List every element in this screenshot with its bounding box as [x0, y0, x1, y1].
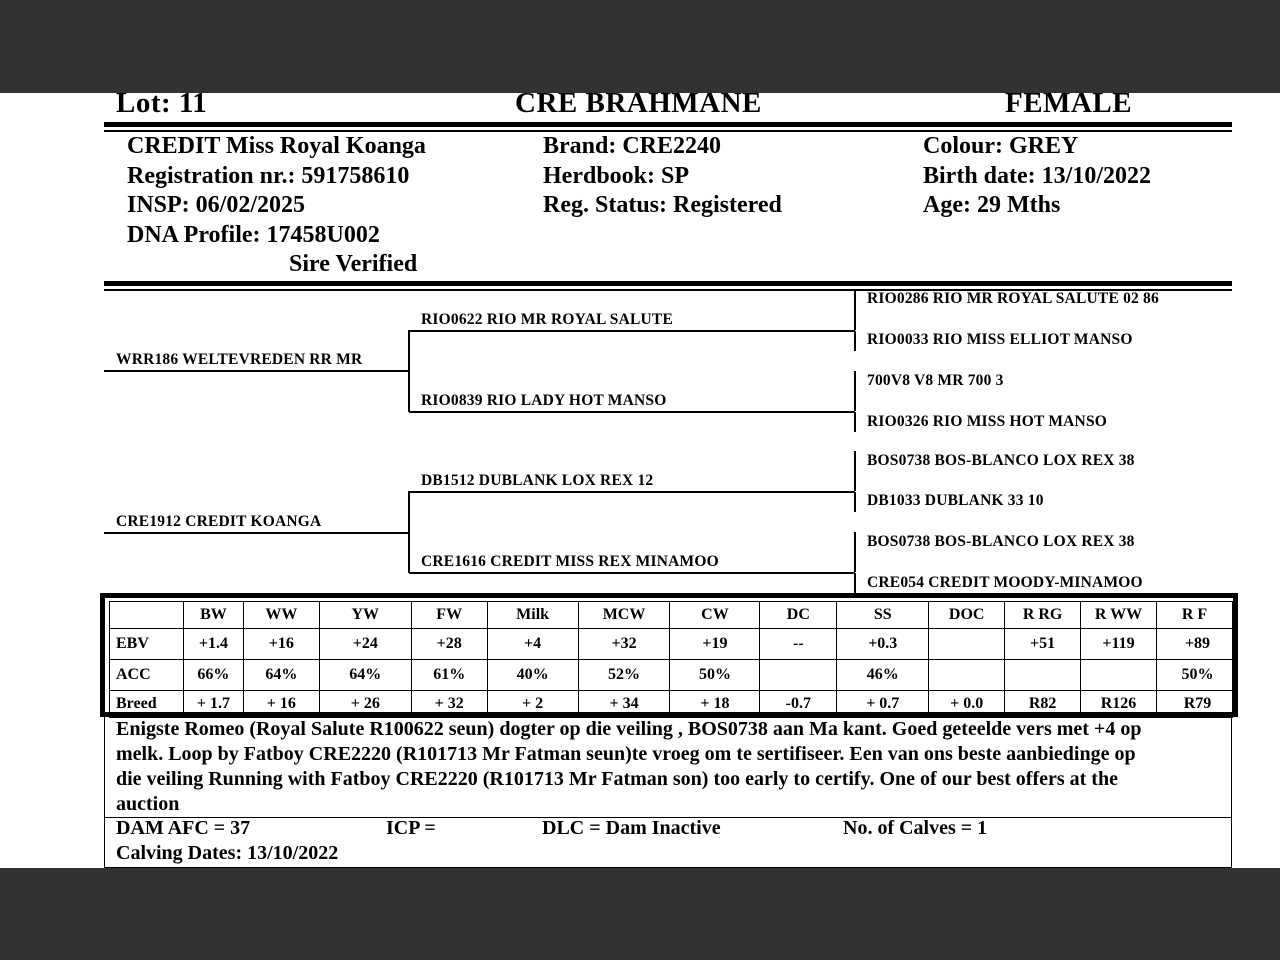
bracket-g3-1a — [854, 291, 856, 330]
sex-label: FEMALE — [1005, 93, 1133, 119]
acc-cell — [760, 660, 837, 691]
ebv-cell: +0.3 — [837, 629, 929, 660]
ebv-header-cell: R RG — [1005, 602, 1081, 629]
ggp-7: BOS0738 BOS-BLANCO LOX REX 38 — [867, 533, 1135, 550]
ebv-cell: +1.4 — [183, 629, 243, 660]
ebv-cell — [929, 629, 1005, 660]
breed-title: CRE BRAHMANE — [515, 93, 762, 119]
insp-date: INSP: 06/02/2025 — [127, 192, 306, 218]
number-of-calves: No. of Calves = 1 — [843, 817, 988, 839]
birth-date: Birth date: 13/10/2022 — [923, 162, 1151, 189]
sire-verified: Sire Verified — [289, 251, 418, 277]
acc-cell: 40% — [487, 660, 578, 691]
acc-cell: 66% — [183, 660, 243, 691]
age: Age: 29 Mths — [923, 192, 1061, 218]
breed-cell: + 32 — [411, 691, 487, 718]
acc-cell — [1005, 660, 1081, 691]
breed-cell: + 26 — [319, 691, 411, 718]
ebv-cell: +24 — [319, 629, 411, 660]
acc-cell: 50% — [670, 660, 760, 691]
acc-cell: 64% — [319, 660, 411, 691]
ebv-header-cell: FW — [411, 602, 487, 629]
bracket-sire — [408, 330, 410, 412]
header-rule-thick — [104, 122, 1232, 127]
ggp-4: RIO0326 RIO MISS HOT MANSO — [867, 413, 1108, 430]
ebv-header-cell: Milk — [487, 602, 578, 629]
sire: WRR186 WELTEVREDEN RR MR — [116, 351, 363, 368]
ebv-cell: +4 — [487, 629, 578, 660]
breed-cell: + 2 — [487, 691, 578, 718]
colour: Colour: GREY — [923, 133, 1079, 159]
ebv-cell: +119 — [1081, 629, 1157, 660]
registration-number: Registration nr.: 591758610 — [127, 162, 410, 189]
ebv-header-cell: R F — [1157, 602, 1233, 629]
ebv-header-cell: YW — [319, 602, 411, 629]
ggp-3: 700V8 V8 MR 700 3 — [867, 372, 1004, 389]
acc-cell: 50% — [1157, 660, 1233, 691]
acc-cell: 46% — [837, 660, 929, 691]
brand: Brand: CRE2240 — [543, 133, 722, 159]
ggp-5: BOS0738 BOS-BLANCO LOX REX 38 — [867, 452, 1135, 469]
lot-catalogue-page — [0, 93, 1280, 868]
breed-cell: + 0.0 — [929, 691, 1005, 718]
bracket-g3-1b — [854, 331, 856, 351]
dna-profile: DNA Profile: 17458U002 — [127, 221, 380, 248]
breed-row — [110, 691, 1233, 718]
sire-sire: RIO0622 RIO MR ROYAL SALUTE — [421, 311, 674, 328]
acc-row-label: ACC — [110, 660, 184, 691]
dam-sire-line — [409, 491, 855, 493]
breed-cell: R82 — [1005, 691, 1081, 718]
ebv-table-frame — [100, 593, 1238, 717]
animal-info-right — [923, 132, 1151, 221]
ebv-row — [110, 629, 1233, 660]
sire-dam: RIO0839 RIO LADY HOT MANSO — [421, 392, 667, 409]
bracket-dam — [408, 491, 410, 573]
ebv-row-label: EBV — [110, 629, 184, 660]
ebv-header-cell: BW — [183, 602, 243, 629]
bracket-g3-4b — [854, 573, 856, 593]
dam-dam-line — [409, 572, 855, 574]
dam-sire: DB1512 DUBLANK LOX REX 12 — [421, 472, 654, 489]
sire-line — [104, 370, 409, 372]
sire-dam-line — [409, 411, 855, 413]
comment-line: melk. Loop by Fatboy CRE2220 (R101713 Mr Fatman seun)te vroeg om te sertifiseer. Een van ons beste aanbiedinge op — [116, 743, 1136, 765]
ebv-header-cell: MCW — [578, 602, 670, 629]
lot-number: Lot: 11 — [116, 93, 208, 119]
breed-cell: + 0.7 — [837, 691, 929, 718]
bracket-g3-2b — [854, 412, 856, 432]
herdbook: Herdbook: SP — [543, 162, 690, 189]
ebv-table — [109, 601, 1233, 718]
acc-row — [110, 660, 1233, 691]
comment-line: Enigste Romeo (Royal Salute R100622 seun) dogter op die veiling , BOS0738 aan Ma kant. Goed geteelde vers met +4 op — [116, 718, 1142, 740]
breed-cell: + 34 — [578, 691, 670, 718]
bracket-g3-3a — [854, 451, 856, 491]
animal-info-left — [127, 132, 426, 280]
ebv-cell: +51 — [1005, 629, 1081, 660]
comment-box — [104, 717, 1232, 818]
ebv-header-cell: WW — [243, 602, 319, 629]
ebv-cell: +32 — [578, 629, 670, 660]
ebv-header-row — [110, 602, 1233, 629]
ggp-2: RIO0033 RIO MISS ELLIOT MANSO — [867, 331, 1133, 348]
breed-cell: R126 — [1081, 691, 1157, 718]
breed-cell: + 18 — [670, 691, 760, 718]
icp: ICP = — [386, 817, 436, 839]
bracket-g3-4a — [854, 532, 856, 572]
dlc: DLC = Dam Inactive — [542, 817, 721, 839]
ebv-cell: -- — [760, 629, 837, 660]
dam-dam: CRE1616 CREDIT MISS REX MINAMOO — [421, 553, 719, 570]
ebv-cell: +19 — [670, 629, 760, 660]
dam-line — [104, 532, 409, 534]
animal-info-middle — [543, 132, 782, 221]
ebv-cell: +16 — [243, 629, 319, 660]
acc-cell: 64% — [243, 660, 319, 691]
ebv-header-cell — [110, 602, 184, 629]
acc-cell — [929, 660, 1005, 691]
dam-info-footer — [104, 817, 1232, 868]
comment-line: auction — [116, 793, 180, 815]
breed-row-label: Breed — [110, 691, 184, 718]
ebv-header-cell: R WW — [1081, 602, 1157, 629]
breed-cell: + 1.7 — [183, 691, 243, 718]
ggp-6: DB1033 DUBLANK 33 10 — [867, 492, 1044, 509]
pedigree-rule-thick — [104, 281, 1232, 286]
ebv-header-cell: DC — [760, 602, 837, 629]
acc-cell: 61% — [411, 660, 487, 691]
ebv-header-cell: SS — [837, 602, 929, 629]
dam-afc: DAM AFC = 37 — [116, 817, 251, 839]
ebv-cell: +89 — [1157, 629, 1233, 660]
dam: CRE1912 CREDIT KOANGA — [116, 513, 322, 530]
reg-status: Reg. Status: Registered — [543, 192, 782, 218]
ebv-cell: +28 — [411, 629, 487, 660]
bracket-g3-2a — [854, 371, 856, 411]
ebv-header-cell: CW — [670, 602, 760, 629]
acc-cell: 52% — [578, 660, 670, 691]
bracket-g3-3b — [854, 492, 856, 512]
acc-cell — [1081, 660, 1157, 691]
animal-name: CREDIT Miss Royal Koanga — [127, 133, 426, 159]
breed-cell: -0.7 — [760, 691, 837, 718]
ggp-1: RIO0286 RIO MR ROYAL SALUTE 02 86 — [867, 290, 1159, 307]
ebv-header-cell: DOC — [929, 602, 1005, 629]
breed-cell: R79 — [1157, 691, 1233, 718]
ggp-8: CRE054 CREDIT MOODY-MINAMOO — [867, 574, 1143, 591]
calving-dates: Calving Dates: 13/10/2022 — [116, 842, 339, 864]
comment-line: die veiling Running with Fatboy CRE2220 (R101713 Mr Fatman son) too early to certify. One of our best offers at the — [116, 768, 1118, 790]
sire-sire-line — [409, 330, 855, 332]
breed-cell: + 16 — [243, 691, 319, 718]
